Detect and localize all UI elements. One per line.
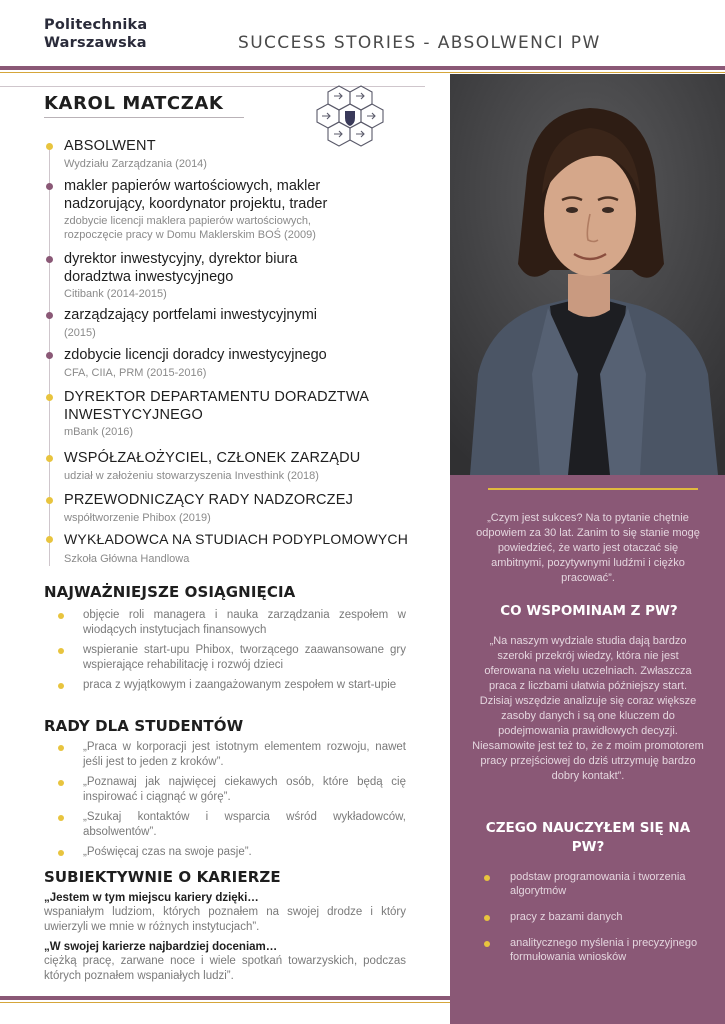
bottom-divider	[0, 996, 450, 1000]
timeline-item	[44, 450, 444, 483]
timeline-subtitle: (2015)	[64, 326, 96, 339]
timeline-title: zarządzający portfelami inwestycyjnymi	[64, 307, 318, 323]
list-item: wspieranie start-upu Phibox, tworzącego zaawansowane gry wspierające rehabilitację i rozwój dzieci	[58, 643, 406, 672]
list-item: „Poświęcaj czas na swoje pasje”.	[58, 845, 406, 860]
timeline-item	[44, 178, 444, 242]
timeline-item	[44, 389, 444, 439]
timeline-dot	[46, 183, 53, 190]
subjective-heading: SUBIEKTYWNIE O KARIERZE	[44, 868, 281, 886]
subjective-quote-2	[44, 940, 406, 983]
timeline-dot	[46, 352, 53, 359]
name-underline	[44, 117, 244, 118]
timeline-subtitle: Citibank (2014-2015)	[64, 288, 167, 300]
timeline-title: zdobycie licencji doradcy inwestycyjnego	[64, 347, 327, 363]
portrait-photo	[450, 74, 725, 475]
list-item: „Praca w korporacji jest istotnym elementem rozwoju, nawet jeśli jest to jeden z kroków”.	[58, 740, 406, 769]
timeline-title: ABSOLWENT	[64, 138, 156, 154]
timeline-dot	[46, 256, 53, 263]
timeline-title: WSPÓŁZAŁOŻYCIEL, CZŁONEK ZARZĄDU	[64, 450, 361, 466]
list-item: pracy z bazami danych	[482, 910, 702, 924]
timeline-title: DYREKTOR DEPARTAMENTU DORADZTWA INWESTYCYJNEGO	[64, 389, 369, 423]
timeline-title: makler papierów wartościowych, makler nadzorujący, koordynator projektu, trader	[64, 178, 328, 212]
timeline-dot	[46, 312, 53, 319]
timeline-item	[44, 307, 444, 340]
logo-line2: Warszawska	[44, 35, 147, 51]
learn-heading: CZEGO NAUCZYŁEM SIĘ NA PW?	[485, 820, 691, 855]
achievements-list	[58, 608, 406, 699]
quote-lead: „W swojej karierze najbardziej doceniam…	[44, 941, 278, 953]
portrait-illustration	[450, 74, 725, 475]
top-divider-accent	[0, 72, 725, 73]
top-divider	[0, 66, 725, 70]
timeline-item	[44, 251, 444, 301]
logo-line1: Politechnika	[44, 17, 148, 33]
timeline-subtitle: współtworzenie Phibox (2019)	[64, 511, 211, 524]
bottom-divider-accent	[0, 1002, 450, 1003]
timeline-subtitle: mBank (2016)	[64, 426, 134, 438]
list-item: objęcie roli managera i nauka zarządzania zespołem w wiodących instytucjach finansowych	[58, 608, 406, 637]
achievements-heading: NAJWAŻNIEJSZE OSIĄGNIĘCIA	[44, 583, 296, 601]
list-item: „Szukaj kontaktów i wsparcia wśród wykładowców, absolwentów”.	[58, 810, 406, 839]
timeline-title: PRZEWODNICZĄCY RADY NADZORCZEJ	[64, 492, 354, 508]
memory-heading: CO WSPOMINAM Z PW?	[500, 603, 678, 619]
person-name: KAROL MATCZAK	[44, 93, 224, 114]
timeline-dot	[46, 143, 53, 150]
timeline-dot	[46, 536, 53, 543]
list-item: analitycznego myślenia i precyzyjnego formułowania wniosków	[482, 936, 702, 964]
timeline-dot	[46, 455, 53, 462]
timeline-title: WYKŁADOWCA NA STUDIACH PODYPLOMOWYCH	[64, 531, 409, 547]
quote-lead: „Jestem w tym miejscu kariery dzięki…	[44, 892, 259, 904]
list-item: „Poznawaj jak najwięcej ciekawych osób, które będą cię inspirować i ciągnąć w górę”.	[58, 775, 406, 804]
success-quote: „Czym jest sukces? Na to pytanie chętnie odpowiem za 30 lat. Zanim to się stanie mogę powiedzieć, że warto jest otaczać się ambitnymi, pozytywnymi ludźmi i ciężko pracować”.	[476, 512, 700, 584]
timeline-item	[44, 531, 444, 566]
list-item: podstaw programowania i tworzenia algorytmów	[482, 870, 702, 898]
timeline-subtitle: Szkoła Główna Handlowa	[64, 552, 190, 565]
timeline-dot	[46, 394, 53, 401]
subjective-quote-1	[44, 891, 406, 934]
page-header-title: SUCCESS STORIES - ABSOLWENCI PW	[238, 33, 601, 53]
timeline-item	[44, 492, 444, 525]
timeline-subtitle: CFA, CIIA, PRM (2015-2016)	[64, 366, 207, 379]
advice-list	[58, 740, 406, 866]
timeline-subtitle: Wydziału Zarządzania (2014)	[64, 157, 207, 170]
memory-text: „Na naszym wydziale studia dają bardzo szeroki przekrój wiedzy, która nie jest oferowana na wielu uczelniach. Zwłaszcza praca z liczbami ułatwia późniejszy start. Dzisiaj wszędzie analizuje się coraz większe zasoby danych i są one kluczem do podejmowania prawidłowych decyzji. Niesamowite jest też to, że z moim promotorem pracy przejściowej do dziś utrzymuję bardzo dobry kontakt”.	[472, 635, 704, 782]
timeline-item	[44, 138, 444, 171]
quote-body: wspaniałym ludziom, których poznałem na swojej drodze i który uwierzyli we mnie w różnych instytucjach”.	[44, 906, 406, 933]
learn-list	[482, 870, 702, 976]
timeline-subtitle: zdobycie licencji maklera papierów wartościowych, rozpoczęcie pracy w Domu Maklerskim BOŚ (2009)	[64, 215, 316, 241]
sidebar-divider	[488, 488, 698, 490]
timeline-dot	[46, 497, 53, 504]
timeline-item	[44, 347, 444, 380]
timeline-subtitle: udział w założeniu stowarzyszenia Investhink (2018)	[64, 469, 319, 482]
university-logo	[44, 16, 164, 52]
quote-body: ciężką pracę, zarwane noce i wiele spotkań towarzyskich, podczas których poznałem wspaniałych ludzi”.	[44, 955, 406, 982]
timeline-title: dyrektor inwestycyjny, dyrektor biura doradztwa inwestycyjnego	[64, 251, 298, 285]
advice-heading: RADY DLA STUDENTÓW	[44, 717, 244, 735]
list-item: praca z wyjątkowym i zaangażowanym zespołem w start-upie	[58, 678, 406, 693]
